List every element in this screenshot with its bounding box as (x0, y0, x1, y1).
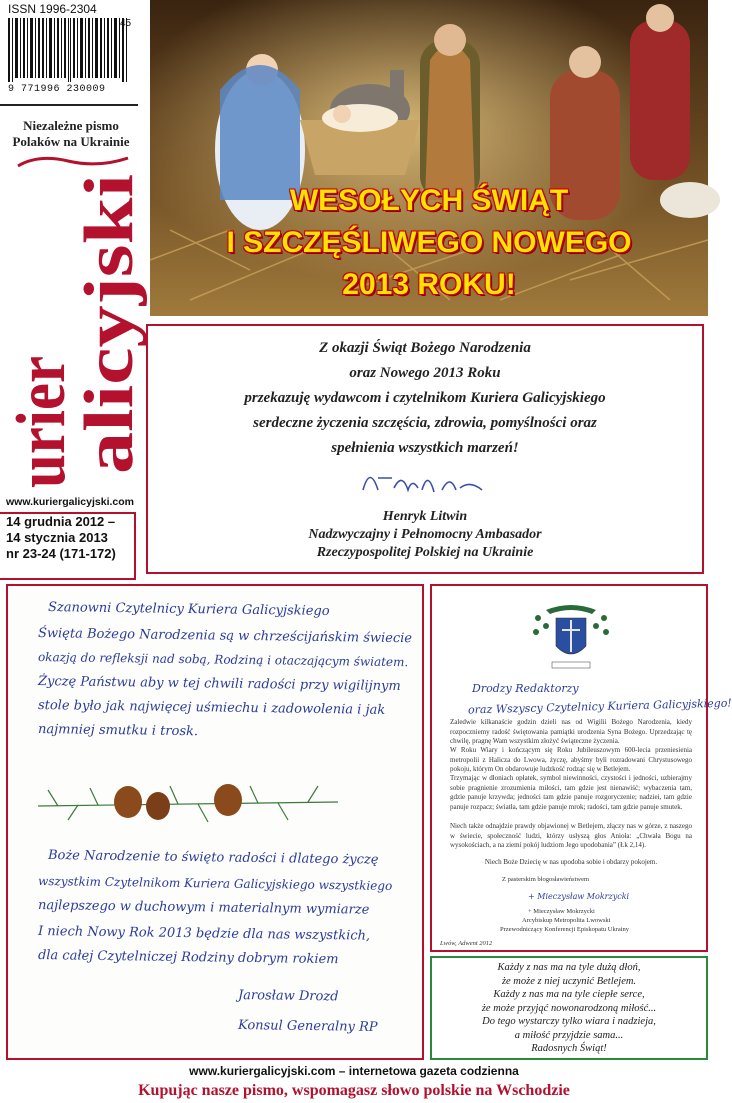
archbishop-salutation: oraz Wszyscy Czytelnicy Kuriera Galicyjskiego! (467, 696, 732, 717)
ambassador-signature-block (148, 508, 702, 562)
letter-line: Święta Bożego Narodzenia są w chrześcijańskim świecie (37, 626, 413, 647)
letter-line: Boże Narodzenie to święto radości i dlatego życzę (47, 848, 379, 868)
ambassador-greeting-box (146, 324, 704, 574)
poem-line: Każdy z nas ma na tyle ciepłe serce, (493, 989, 645, 1000)
poem-line: Radosnych Świąt! (531, 1043, 607, 1054)
masthead-logo (3, 170, 148, 488)
archbishop-paragraph: Niech także odnajdzie prawdy objawionej w Betlejem, złączy nas w górze, z naszego w świecie, społeczność ludzi, którzy usłyszą głos Anioła: „Chwała Bogu na wysokościach, a na ziemi pokój ludziom Jego upodobania” (Łk 2,14). (450, 822, 692, 849)
letter-line: dla całej Czytelniczej Rodziny dobrym rokiem (37, 948, 339, 968)
letter-line: najlepszego w duchowym i materialnym wymiarze (37, 898, 370, 918)
archbishop-signer: Arcybiskup Metropolita Lwowski (522, 917, 611, 924)
christmas-headline (150, 180, 708, 306)
archbishop-letter (430, 584, 732, 952)
archbishop-signer: Przewodniczący Konferencji Episkopatu Ukrainy (500, 926, 630, 933)
tagline-line: Niezależne pismo (23, 118, 119, 133)
barcode (8, 18, 134, 82)
ambassador-message (148, 336, 702, 461)
message-line: oraz Nowego 2013 Roku (349, 365, 501, 381)
message-line: serdeczne życzenia szczęścia, zdrowia, pomyślności oraz (253, 415, 597, 431)
consul-handwritten-letter (6, 584, 424, 1060)
poem-line: a miłość przyjdzie sama... (514, 1029, 624, 1041)
footer-slogan: Kupując nasze pismo, wspomagasz słowo polskie na Wschodzie (138, 1082, 570, 1099)
masthead-word-galicyjski: alicyjski (71, 225, 148, 474)
archbishop-signature: + Mieczysław Mokrzycki (528, 892, 630, 901)
logo-decor-icon (8, 152, 138, 170)
archbishop-place-date: Lwów, Adwent 2012 (440, 940, 493, 947)
headline-line: WESOŁYCH ŚWIĄT (289, 184, 569, 217)
letter-line: wszystkim Czytelnikom Kuriera Galicyjskiego wszystkiego (37, 874, 393, 893)
issue-date-to: 14 stycznia 2013 (6, 530, 108, 545)
archbishop-salutation: Drodzy Redaktorzy (472, 682, 579, 695)
letter-line: stole było jak najwięcej uśmiechu i zadowolenia i jak (37, 698, 386, 718)
message-line: Z okazji Świąt Bożego Narodzenia (319, 340, 531, 356)
letter-line: Szanowni Czytelnicy Kuriera Galicyjskiego (47, 600, 330, 619)
footer-website[interactable]: www.kuriergalicyjski.com – internetowa gazeta codzienna (189, 1064, 519, 1078)
archbishop-paragraph: W Roku Wiary i kończącym się Roku Jubileuszowym 600-lecia przeniesienia metropolii z Halicza do Lwowa, życzę, abyśmy byli rozradowani Chrystusowego pokoju, którym On obdarowuje ludzkość rodząc się w Betlejem. (450, 746, 692, 773)
coat-of-arms-icon (526, 602, 616, 674)
figure-shepherd (630, 20, 690, 180)
letter-line: okazją do refleksji nad sobą, Rodziną i otaczającym światem. (37, 650, 409, 670)
letter-signature: Jarosław Drozd (237, 988, 339, 1005)
poem-line: Do tego wystarczy tylko wiara i nadzieja, (482, 1016, 656, 1027)
poem-line: że może przyjąć nowonarodzoną miłość... (481, 1002, 657, 1014)
issn-label: ISSN 1996-2304 (8, 2, 97, 16)
headline-line: I SZCZĘŚLIWEGO NOWEGO (226, 226, 632, 259)
issue-date-from: 14 grudnia 2012 – (6, 514, 116, 529)
issue-mark: 45 (120, 18, 132, 29)
headline-line: 2013 ROKU! (342, 268, 516, 301)
christmas-poem-box (430, 956, 708, 1060)
letter-line: Życzę Państwu aby w tej chwili radości przy wigilijnym (37, 674, 401, 695)
archbishop-signer: + Mieczysław Mokrzycki (528, 908, 595, 915)
letter-signer-title: Konsul Generalny RP (237, 1018, 378, 1035)
letter-line: I niech Nowy Rok 2013 będzie dla nas wszystkich, (37, 924, 371, 944)
barcode-digits: 9 771996 230009 (8, 84, 106, 95)
message-line: spełnienia wszystkich marzeń! (331, 440, 519, 456)
ambassador-name: Henryk Litwin (382, 509, 468, 524)
issue-info-box (0, 512, 136, 580)
archbishop-closing: Z pasterskim błogosławieństwem (502, 876, 590, 883)
tagline-line: Polaków na Ukrainie (12, 134, 130, 149)
website-url[interactable]: www.kuriergalicyjski.com (6, 496, 134, 508)
archbishop-paragraph: Trzymając w dłoniach opłatek, symbol niewinności, czystości i jedności, uzbierajmy sobie pragnienie zrozumienia miłości, tam gdzie jest nienawiść; wybaczenia tam, gdzie panuje krzywda; jedności tam gdzie panuje rozgoryczenie; nadziei, tam gdzie panuje rozpacz; światła, tam gdzie panuje mrok; radości, tam gdzie panuje smutek. (450, 774, 692, 811)
archbishop-paragraph: Zaledwie kilkanaście godzin dzieli nas od Wigilii Bożego Narodzenia, kiedy rozpoczniemy radość świętowania pamiątki urodzenia Syna Bożego. Uprzedzając tę chwilę, pragnę Wam wszystkim złożyć świąteczne życzenia. (450, 718, 692, 745)
masthead-word-kurier: urier (3, 336, 80, 488)
tagline (4, 118, 138, 150)
letter-line: najmniej smutku i trosk. (37, 722, 199, 740)
divider (0, 104, 138, 106)
ambassador-signature (358, 460, 488, 504)
issue-number: nr 23-24 (171-172) (6, 546, 116, 561)
ambassador-country: Rzeczypospolitej Polskiej na Ukrainie (316, 545, 534, 560)
poem-line: Każdy z nas ma na tyle dużą dłoń, (497, 962, 641, 973)
message-line: przekazuję wydawcom i czytelnikom Kuriera Galicyjskiego (244, 390, 606, 406)
ambassador-title: Nadzwyczajny i Pełnomocny Ambasador (308, 527, 542, 542)
poem-line: że może z niej uczynić Betlejem. (501, 975, 637, 987)
archbishop-paragraph: Niech Boże Dziecię w nas upodoba sobie i obdarzy pokojem. (484, 858, 658, 866)
pine-branch-icon (38, 772, 338, 832)
